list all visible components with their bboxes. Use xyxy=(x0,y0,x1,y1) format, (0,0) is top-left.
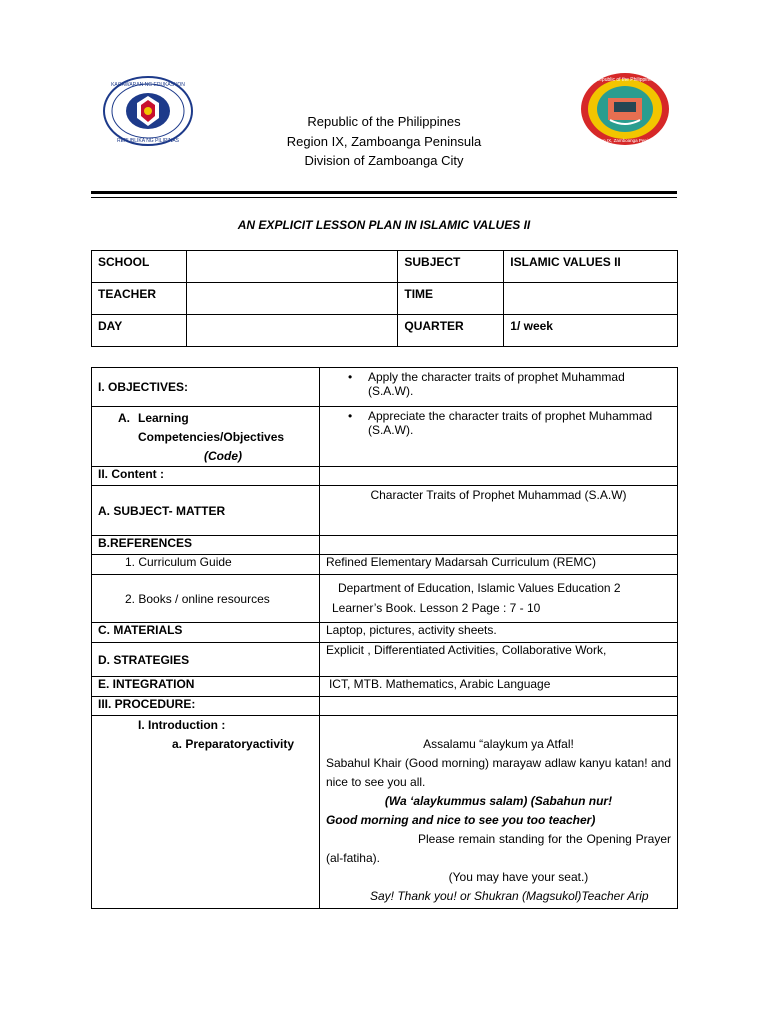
objective-1: • Apply the character traits of prophet Muhammad (S.A.W). xyxy=(367,370,625,398)
content-label: II. Content : xyxy=(92,467,320,486)
table-row xyxy=(92,315,678,347)
objectives-label: I. OBJECTIVES: xyxy=(92,368,320,407)
svg-text:KAGAWARAN NG EDUKASYON: KAGAWARAN NG EDUKASYON xyxy=(111,82,185,88)
strategies-value: Explicit , Differentiated Activities, Collaborative Work, xyxy=(319,643,677,677)
table-row xyxy=(92,643,678,677)
school-value xyxy=(186,251,397,283)
table-row xyxy=(92,575,678,623)
materials-label: C. MATERIALS xyxy=(92,623,320,643)
references-label: B.REFERENCES xyxy=(92,536,320,555)
document-header xyxy=(0,112,768,171)
learning-competencies-cell xyxy=(92,407,320,467)
day-value xyxy=(186,315,397,347)
procedure-label: III. PROCEDURE: xyxy=(92,697,320,716)
lc-label: Learning Competencies/Objectives xyxy=(138,411,285,444)
strategies-label: D. STRATEGIES xyxy=(92,643,320,677)
books-label: 2. Books / online resources xyxy=(92,575,320,623)
student-reply-2: Good morning and nice to see you too teacher) xyxy=(325,813,596,827)
preparatory-activity-script xyxy=(319,716,677,909)
introduction-cell xyxy=(92,716,320,909)
svg-text:Region IX, Zamboanga Peninsula: Region IX, Zamboanga Peninsula xyxy=(591,138,659,143)
student-reply-1: (Wa ‘alaykummus salam) (Sabahun nur! xyxy=(384,794,613,808)
header-divider-thin xyxy=(91,197,677,198)
day-label: DAY xyxy=(92,315,187,347)
quarter-label: QUARTER xyxy=(398,315,504,347)
subject-matter-value: Character Traits of Prophet Muhammad (S.A.W) xyxy=(319,486,677,536)
table-row xyxy=(92,283,678,315)
table-row xyxy=(92,555,678,575)
lesson-plan-table xyxy=(91,367,678,909)
greeting-detail: Sabahul Khair (Good morning) marayaw adlaw kanyu katan! and nice to see you all. xyxy=(325,756,671,789)
subject-label: SUBJECT xyxy=(398,251,504,283)
objective-2: • Appreciate the character traits of prophet Muhammad (S.A.W). xyxy=(367,409,653,437)
table-row xyxy=(92,536,678,555)
header-line-region: Region IX, Zamboanga Peninsula xyxy=(286,133,482,149)
quarter-value: 1/ week xyxy=(504,315,678,347)
teacher-label: TEACHER xyxy=(92,283,187,315)
svg-text:REPUBLIKA NG PILIPINAS: REPUBLIKA NG PILIPINAS xyxy=(117,138,179,144)
table-row xyxy=(92,623,678,643)
books-value-cell xyxy=(319,575,677,623)
integration-label: E. INTEGRATION xyxy=(92,677,320,697)
time-value xyxy=(504,283,678,315)
table-row xyxy=(92,467,678,486)
curriculum-guide-label: 1. Curriculum Guide xyxy=(92,555,320,575)
books-value-line2: Learner’s Book. Lesson 2 Page : 7 - 10 xyxy=(331,601,541,615)
table-row xyxy=(92,407,678,467)
time-label: TIME xyxy=(398,283,504,315)
objective-2-cell xyxy=(319,407,677,467)
preparatory-activity-label: a. Preparatoryactivity xyxy=(172,737,295,751)
subject-matter-label: A. SUBJECT- MATTER xyxy=(92,486,320,536)
lc-marker: A. xyxy=(118,411,130,425)
thanks-line: Say! Thank you! or Shukran (Magsukol)Teacher Arip xyxy=(369,889,649,903)
table-row xyxy=(92,716,678,909)
curriculum-guide-value: Refined Elementary Madarsah Curriculum (REMC) xyxy=(319,555,677,575)
prayer-instruction: Please remain standing for the Opening Prayer (al-fatiha). xyxy=(325,832,671,865)
subject-value: ISLAMIC VALUES II xyxy=(504,251,678,283)
greeting-line: Assalamu “alaykum ya Atfal! xyxy=(423,737,574,751)
header-line-republic: Republic of the Philippines xyxy=(307,114,461,129)
svg-text:Republic of the Philippines: Republic of the Philippines xyxy=(595,77,655,83)
books-value-line1: Department of Education, Islamic Values Education 2 xyxy=(337,581,621,595)
school-label: SCHOOL xyxy=(92,251,187,283)
table-row xyxy=(92,486,678,536)
lesson-plan-title: AN EXPLICIT LESSON PLAN IN ISLAMIC VALUES II xyxy=(237,218,531,232)
integration-value: ICT, MTB. Mathematics, Arabic Language xyxy=(319,677,677,697)
teacher-value xyxy=(186,283,397,315)
table-row xyxy=(92,677,678,697)
materials-value: Laptop, pictures, activity sheets. xyxy=(319,623,677,643)
objective-1-cell xyxy=(319,368,677,407)
table-row xyxy=(92,251,678,283)
table-row xyxy=(92,368,678,407)
lc-code: (Code) xyxy=(204,449,242,463)
header-line-division: Division of Zamboanga City xyxy=(304,153,464,168)
header-divider-thick xyxy=(91,191,677,194)
introduction-label: I. Introduction : xyxy=(138,718,226,732)
table-row xyxy=(92,697,678,716)
seat-instruction: (You may have your seat.) xyxy=(448,870,589,884)
info-table xyxy=(91,250,678,347)
